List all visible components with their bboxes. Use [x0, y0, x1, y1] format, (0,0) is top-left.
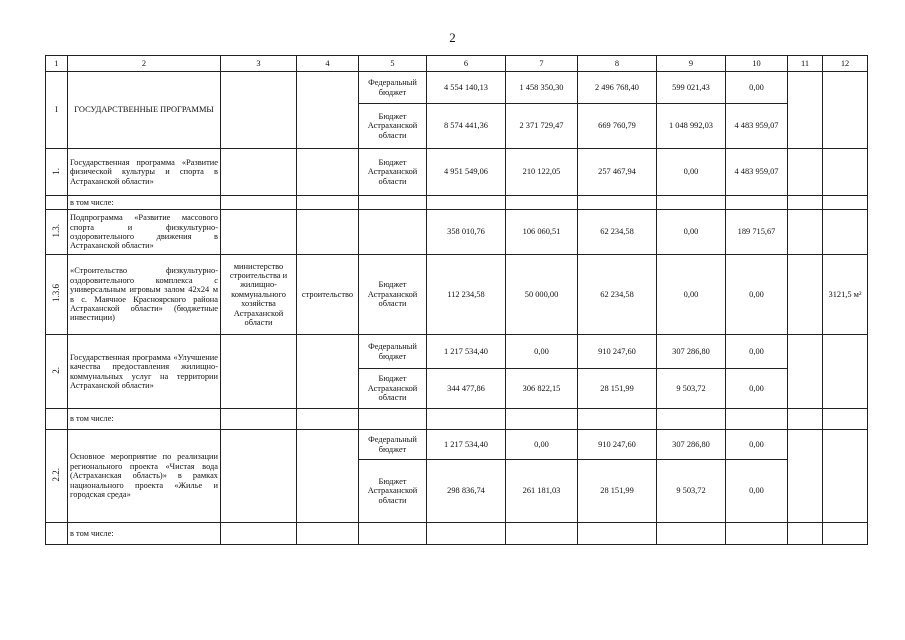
value-cell: 344 477,86 [427, 369, 506, 409]
cell-12 [823, 430, 868, 523]
col-header-10: 10 [726, 56, 788, 72]
row-title: в том числе: [68, 409, 221, 430]
col-header-4: 4 [297, 56, 359, 72]
row-title: в том числе: [68, 196, 221, 210]
table-row [46, 523, 868, 545]
col-header-2: 2 [68, 56, 221, 72]
row-title: Государственная программа «Развитие физической культуры и спорта в Астраханской области» [68, 149, 221, 196]
budget-source: Бюджет Астраханской области [359, 460, 427, 523]
value-cell: 298 836,74 [427, 460, 506, 523]
cell-executor [221, 149, 297, 196]
cell-11 [788, 210, 823, 255]
value-cell: 50 000,00 [506, 255, 578, 335]
cell-type [297, 335, 359, 409]
cell-type [297, 72, 359, 149]
col-header-6: 6 [427, 56, 506, 72]
value-cell: 0,00 [506, 430, 578, 460]
row-code [46, 523, 68, 545]
value-cell: 261 181,03 [506, 460, 578, 523]
value-cell: 0,00 [726, 255, 788, 335]
cell-executor [221, 210, 297, 255]
value-cell: 910 247,60 [578, 430, 657, 460]
cell-type [297, 430, 359, 523]
value-cell: 669 760,79 [578, 104, 657, 149]
table-row [46, 149, 868, 196]
value-cell: 307 286,80 [657, 430, 726, 460]
budget-source: Федеральный бюджет [359, 430, 427, 460]
value-cell: 257 467,94 [578, 149, 657, 196]
value-cell: 0,00 [657, 210, 726, 255]
table-row [46, 255, 868, 335]
value-cell: 8 574 441,36 [427, 104, 506, 149]
value-cell: 4 483 959,07 [726, 149, 788, 196]
budget-source [359, 210, 427, 255]
cell-11 [788, 255, 823, 335]
value-cell: 189 715,67 [726, 210, 788, 255]
cell-type [297, 210, 359, 255]
budget-source: Бюджет Астраханской области [359, 369, 427, 409]
cell-12 [823, 210, 868, 255]
page-number: 2 [449, 30, 456, 45]
value-cell: 9 503,72 [657, 460, 726, 523]
value-cell: 4 554 140,13 [427, 72, 506, 104]
col-header-9: 9 [657, 56, 726, 72]
value-cell: 210 122,05 [506, 149, 578, 196]
cell-11 [788, 335, 823, 409]
value-cell: 1 458 350,30 [506, 72, 578, 104]
value-cell: 4 951 549,06 [427, 149, 506, 196]
col-header-8: 8 [578, 56, 657, 72]
row-code: 2.2. [46, 430, 68, 523]
value-cell: 0,00 [726, 430, 788, 460]
value-cell: 9 503,72 [657, 369, 726, 409]
budget-source: Федеральный бюджет [359, 335, 427, 369]
row-title: ГОСУДАРСТВЕННЫЕ ПРОГРАММЫ [68, 72, 221, 149]
value-cell: 0,00 [726, 460, 788, 523]
cell-executor: министерство строительства и жилищно-коммунального хозяйства Астраханской области [221, 255, 297, 335]
row-title: «Строительство физкультурно-оздоровительного комплекса с универсальным игровым залом 42х24 м в с. Маячное Красноярского района Астраханской области» (бюджетные инвестиции) [68, 255, 221, 335]
value-cell: 0,00 [657, 255, 726, 335]
value-cell: 307 286,80 [657, 335, 726, 369]
row-code [46, 196, 68, 210]
value-cell: 2 371 729,47 [506, 104, 578, 149]
row-code: I [46, 72, 68, 149]
col-header-12: 12 [823, 56, 868, 72]
row-title: Государственная программа «Улучшение качества предоставления жилищно-коммунальных услуг на территории Астраханской области» [68, 335, 221, 409]
table-row [46, 335, 868, 369]
budget-table [45, 55, 868, 545]
cell-type [297, 149, 359, 196]
table-row [46, 72, 868, 104]
table-row [46, 409, 868, 430]
table-row [46, 196, 868, 210]
value-cell: 0,00 [657, 149, 726, 196]
value-cell: 28 151,99 [578, 460, 657, 523]
value-cell: 358 010,76 [427, 210, 506, 255]
row-title: Подпрограмма «Развитие массового спорта и физкультурно-оздоровительного движения в Астраханской области» [68, 210, 221, 255]
value-cell: 1 048 992,03 [657, 104, 726, 149]
row-title: в том числе: [68, 523, 221, 545]
cell-11 [788, 72, 823, 149]
cell-executor [221, 430, 297, 523]
row-code: 1.3.6 [46, 255, 68, 335]
value-cell: 1 217 534,40 [427, 430, 506, 460]
budget-source: Федеральный бюджет [359, 72, 427, 104]
col-header-1: 1 [46, 56, 68, 72]
cell-executor [221, 335, 297, 409]
budget-source: Бюджет Астраханской области [359, 104, 427, 149]
value-cell: 1 217 534,40 [427, 335, 506, 369]
table-row [46, 430, 868, 460]
col-header-3: 3 [221, 56, 297, 72]
table-row [46, 210, 868, 255]
row-code: 1.3. [46, 210, 68, 255]
cell-12 [823, 72, 868, 149]
col-header-11: 11 [788, 56, 823, 72]
cell-executor [221, 72, 297, 149]
value-cell: 4 483 959,07 [726, 104, 788, 149]
value-cell: 910 247,60 [578, 335, 657, 369]
value-cell: 0,00 [726, 335, 788, 369]
value-cell: 28 151,99 [578, 369, 657, 409]
value-cell: 62 234,58 [578, 255, 657, 335]
col-header-7: 7 [506, 56, 578, 72]
value-cell: 112 234,58 [427, 255, 506, 335]
value-cell: 0,00 [506, 335, 578, 369]
value-cell: 106 060,51 [506, 210, 578, 255]
cell-12 [823, 335, 868, 409]
col-header-5: 5 [359, 56, 427, 72]
row-title: Основное мероприятие по реализации регионального проекта «Чистая вода (Астраханская область)» в рамках национального проекта «Жилье и городская среда» [68, 430, 221, 523]
budget-source: Бюджет Астраханской области [359, 149, 427, 196]
column-number-row [46, 56, 868, 72]
budget-source: Бюджет Астраханской области [359, 255, 427, 335]
row-code [46, 409, 68, 430]
cell-12 [823, 149, 868, 196]
value-cell: 2 496 768,40 [578, 72, 657, 104]
value-cell: 306 822,15 [506, 369, 578, 409]
capacity-value: 3121,5 м² [823, 255, 868, 335]
cell-type: строительство [297, 255, 359, 335]
row-code: 2. [46, 335, 68, 409]
row-code: 1. [46, 149, 68, 196]
cell-11 [788, 430, 823, 523]
cell-11 [788, 149, 823, 196]
value-cell: 599 021,43 [657, 72, 726, 104]
value-cell: 0,00 [726, 72, 788, 104]
value-cell: 62 234,58 [578, 210, 657, 255]
value-cell: 0,00 [726, 369, 788, 409]
